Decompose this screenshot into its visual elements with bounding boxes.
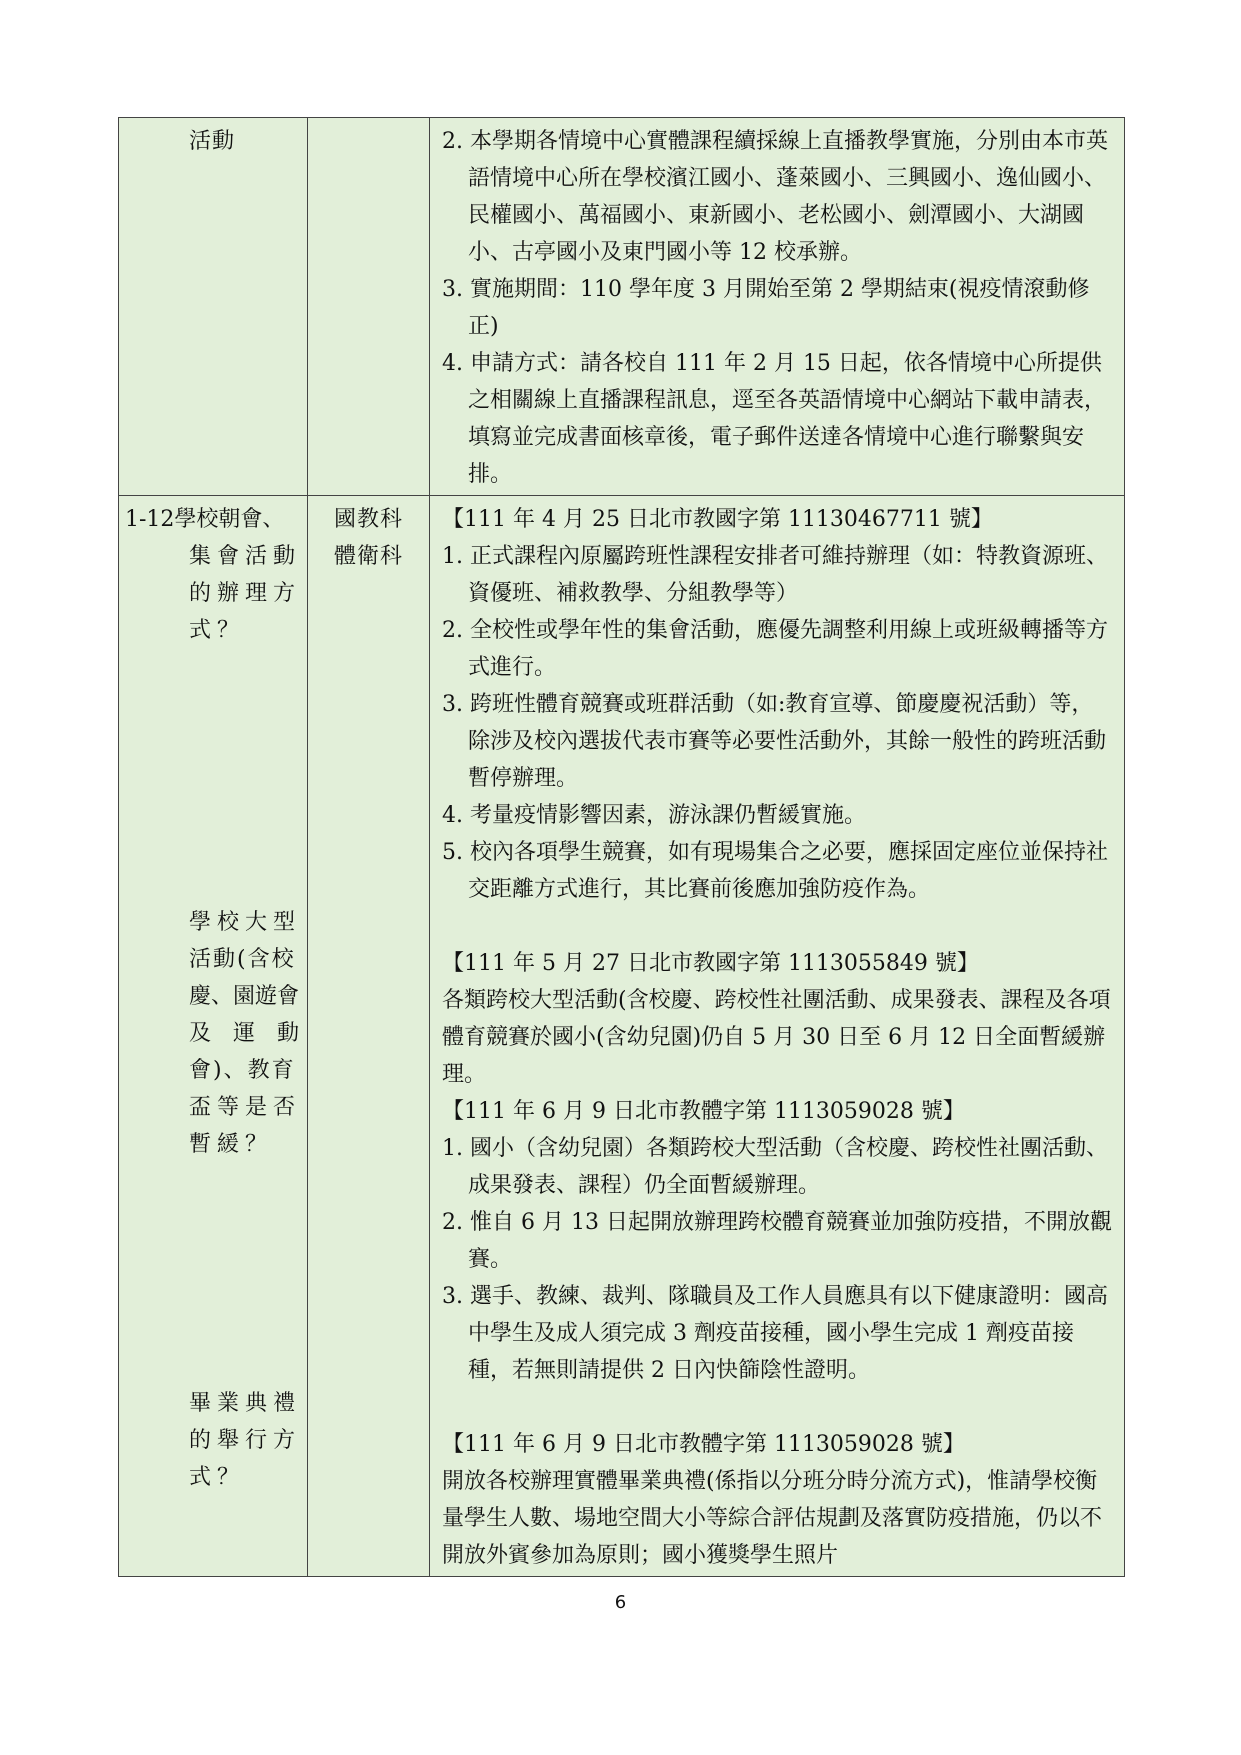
department-text: 國教科 <box>334 507 404 532</box>
list-item: 3. 跨班性體育競賽或班群活動（如:教育宣導、節慶慶祝活動）等，除涉及校內選拔代表市賽等必要性活動外，其餘一般性的跨班活動暫停辦理。 <box>442 692 1107 791</box>
department-cell <box>308 118 430 496</box>
description-cell <box>430 496 1125 1577</box>
topic-cell <box>119 496 308 1577</box>
department-text <box>308 118 429 123</box>
list-item: 3. 選手、教練、裁判、隊職員及工作人員應具有以下健康證明：國高中學生及成人須完成 3 劑疫苗接種，國小學生完成 1 劑疫苗接種，若無則請提供 2 日內快篩陰性證明。 <box>442 1284 1108 1383</box>
document-reference: 【111 年 6 月 9 日北市教體字第 1113059028 號】 <box>442 1099 965 1124</box>
list-item: 1. 國小（含幼兒園）各類跨校大型活動（含校慶、跨校性社團活動、成果發表、課程）仍全面暫緩辦理。 <box>442 1136 1108 1198</box>
list-item: 2. 本學期各情境中心實體課程續採線上直播教學實施，分別由本市英語情境中心所在學校濱江國小、蓬萊國小、三興國小、逸仙國小、民權國小、萬福國小、東新國小、老松國小、劍潭國小、大湖國小、古亭國小及東門國小等 12 校承辦。 <box>442 129 1108 265</box>
question-large-events: 學校大型 活動(含校 慶、園遊會 及 運 動 會)、教育 盃等是否 暫緩？ <box>189 910 302 1157</box>
list-item: 4. 考量疫情影響因素，游泳課仍暫緩實施。 <box>442 803 866 828</box>
list-item: 2. 全校性或學年性的集會活動，應優先調整利用線上或班級轉播等方式進行。 <box>442 618 1108 680</box>
table-row <box>119 118 1125 496</box>
question-assembly: 1-12學校朝會、 集會活動 的辦理方 式？ <box>125 507 302 643</box>
department-text: 體衛科 <box>334 544 404 569</box>
list-item: 5. 校內各項學生競賽，如有現場集合之必要，應採固定座位並保持社交距離方式進行，其比賽前後應加強防疫作為。 <box>442 840 1108 902</box>
paragraph: 開放各校辦理實體畢業典禮(係指以分班分時分流方式)，惟請學校衡量學生人數、場地空間大小等綜合評估規劃及落實防疫措施，仍以不開放外賓參加為原則；國小獲獎學生照片 <box>442 1469 1103 1568</box>
topic-cell <box>119 118 308 496</box>
list-item: 1. 正式課程內原屬跨班性課程安排者可維持辦理（如：特教資源班、資優班、補救教學、分組教學等） <box>442 544 1108 606</box>
list-item: 2. 惟自 6 月 13 日起開放辦理跨校體育競賽並加強防疫措，不開放觀賽。 <box>442 1210 1112 1272</box>
topic-text: 活動 <box>189 129 236 154</box>
document-reference: 【111 年 5 月 27 日北市教國字第 1113055849 號】 <box>442 951 979 976</box>
list-item: 3. 實施期間：110 學年度 3 月開始至第 2 學期結束(視疫情滾動修正) <box>442 277 1090 339</box>
document-reference: 【111 年 6 月 9 日北市教體字第 1113059028 號】 <box>442 1432 965 1457</box>
department-cell <box>308 496 430 1577</box>
content-table <box>118 117 1125 1577</box>
document-reference: 【111 年 4 月 25 日北市教國字第 11130467711 號】 <box>442 507 993 532</box>
table-row <box>119 496 1125 1577</box>
question-graduation: 畢業典禮 的舉行方 式？ <box>189 1391 302 1490</box>
page-number: 6 <box>614 1592 627 1613</box>
paragraph: 各類跨校大型活動(含校慶、跨校性社團活動、成果發表、課程及各項體育競賽於國小(含幼兒園)仍自 5 月 30 日至 6 月 12 日全面暫緩辦理。 <box>442 988 1111 1087</box>
description-cell <box>430 118 1125 496</box>
list-item: 4. 申請方式：請各校自 111 年 2 月 15 日起，依各情境中心所提供之相關線上直播課程訊息，逕至各英語情境中心網站下載申請表，填寫並完成書面核章後，電子郵件送達各情境中心進行聯繫與安排。 <box>442 351 1107 487</box>
